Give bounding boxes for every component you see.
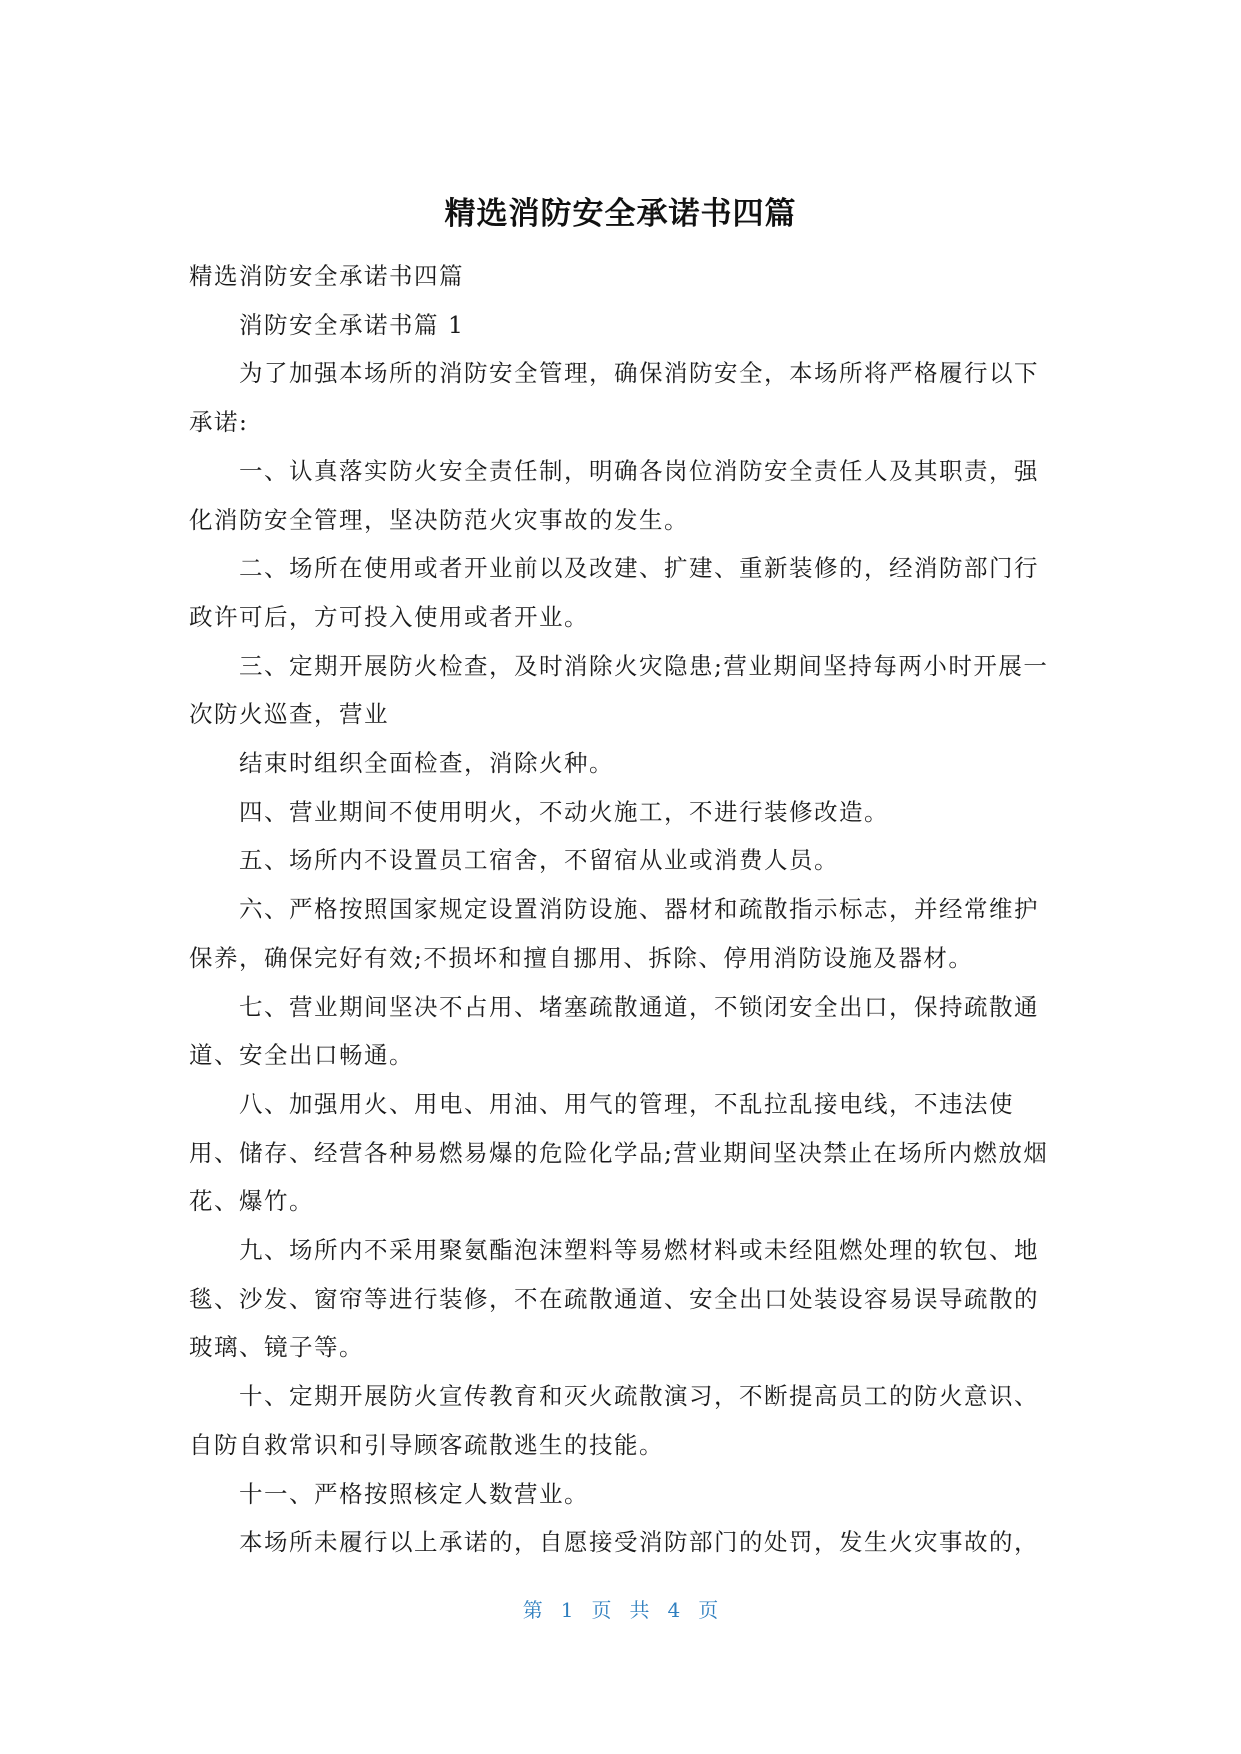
paragraph: 结束时组织全面检查，消除火种。 — [239, 749, 614, 778]
paragraph: 十一、严格按照核定人数营业。 — [239, 1479, 589, 1508]
paragraph: 本场所未履行以上承诺的，自愿接受消防部门的处罚，发生火灾事故的， — [239, 1528, 1039, 1557]
paragraph: 为了加强本场所的消防安全管理，确保消防安全，本场所将严格履行以下承诺: — [189, 359, 1039, 437]
page-number-footer — [0, 1594, 1241, 1623]
paragraph: 五、场所内不设置员工宿舍，不留宿从业或消费人员。 — [239, 846, 839, 875]
paragraph: 精选消防安全承诺书四篇 — [189, 262, 464, 290]
page-unit-label: 页 — [591, 1598, 612, 1622]
page-label: 第 — [522, 1598, 543, 1622]
document-body — [189, 252, 1051, 1567]
paragraph: 消防安全承诺书篇 1 — [239, 310, 465, 339]
paragraph: 四、营业期间不使用明火，不动火施工，不进行装修改造。 — [239, 797, 889, 826]
paragraph: 九、场所内不采用聚氨酯泡沫塑料等易燃材料或未经阻燃处理的软包、地毯、沙发、窗帘等进行装修，不在疏散通道、安全出口处装设容易误导疏散的玻璃、镜子等。 — [189, 1236, 1039, 1362]
paragraph: 六、严格按照国家规定设置消防设施、器材和疏散指示标志，并经常维护保养，确保完好有效;不损坏和擅自挪用、拆除、停用消防设施及器材。 — [189, 895, 1039, 972]
total-pages-number: 4 — [667, 1598, 681, 1622]
paragraph: 一、认真落实防火安全责任制，明确各岗位消防安全责任人及其职责，强化消防安全管理，坚决防范火灾事故的发生。 — [189, 456, 1039, 534]
paragraph: 十、定期开展防火宣传教育和灭火疏散演习，不断提高员工的防火意识、自防自救常识和引导顾客疏散逃生的技能。 — [189, 1382, 1039, 1459]
paragraph: 二、场所在使用或者开业前以及改建、扩建、重新装修的，经消防部门行政许可后，方可投入使用或者开业。 — [189, 554, 1039, 631]
paragraph: 八、加强用火、用电、用油、用气的管理，不乱拉乱接电线，不违法使用、储存、经营各种易燃易爆的危险化学品;营业期间坚决禁止在场所内燃放烟花、爆竹。 — [189, 1089, 1049, 1216]
total-unit-label: 页 — [698, 1598, 719, 1622]
total-label: 共 — [629, 1598, 650, 1622]
document-title: 精选消防安全承诺书四篇 — [444, 196, 797, 232]
paragraph: 七、营业期间坚决不占用、堵塞疏散通道，不锁闭安全出口，保持疏散通道、安全出口畅通。 — [189, 992, 1039, 1070]
current-page-number: 1 — [560, 1598, 574, 1622]
paragraph: 三、定期开展防火检查，及时消除火灾隐患;营业期间坚持每两小时开展一次防火巡查，营业 — [189, 651, 1049, 729]
